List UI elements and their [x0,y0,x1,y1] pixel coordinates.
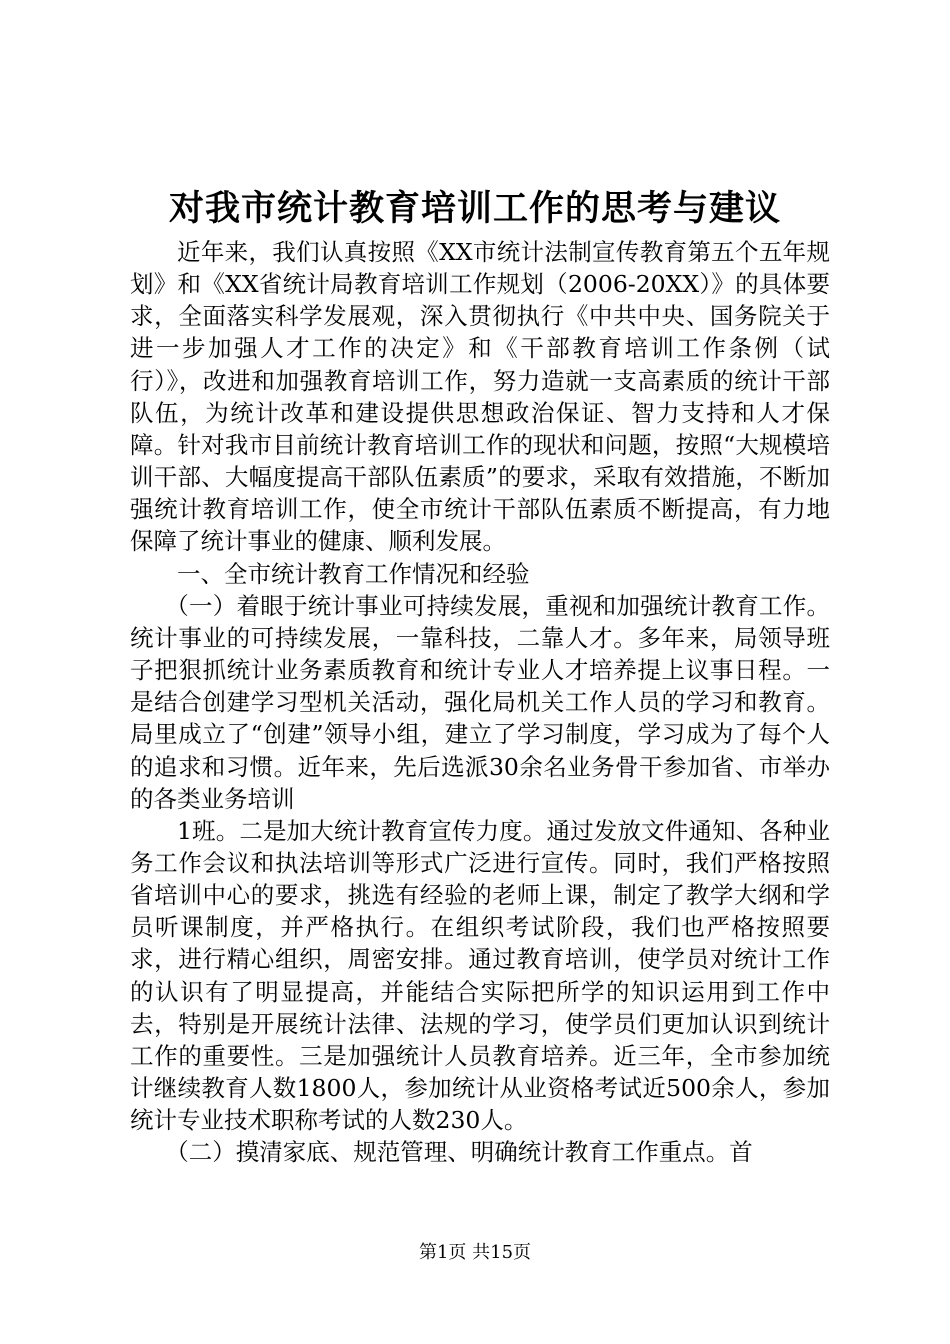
continuation-paragraph: 1班。二是加大统计教育宣传力度。通过发放文件通知、各种业务工作会议和执法培训等形式广泛进行宣传。同时，我们严格按照省培训中心的要求，挑选有经验的老师上课，制定了教学大纲和学员听课制度，并严格执行。在组织考试阶段，我们也严格按照要求，进行精心组织，周密安排。通过教育培训，使学员对统计工作的认识有了明显提高，并能结合实际把所学的知识运用到工作中去，特别是开展统计法律、法规的学习，使学员们更加认识到统计工作的重要性。三是加强统计人员教育培养。近三年，全市参加统计继续教育人数1800人，参加统计从业资格考试近500余人，参加统计专业技术职称考试的人数230人。 [130,816,830,1135]
document-body [130,236,830,1169]
subsection-paragraph-2: （二）摸清家底、规范管理、明确统计教育工作重点。首 [165,1138,753,1167]
section-heading-1: 一、全市统计教育工作情况和经验 [177,559,530,588]
document-title: 对我市统计教育培训工作的思考与建议 [168,188,781,229]
page-number-footer: 第1页 共15页 [418,1242,532,1263]
subsection-paragraph-1: （一）着眼于统计事业可持续发展，重视和加强统计教育工作。统计事业的可持续发展，一靠科技，二靠人才。多年来，局领导班子把狠抓统计业务素质教育和统计专业人才培养提上议事日程。一是结合创建学习型机关活动，强化局机关工作人员的学习和教育。局里成立了“创建”领导小组，建立了学习制度，学习成为了每个人的追求和习惯。近年来，先后选派30余名业务骨干参加省、市举办的各类业务培训 [130,591,830,813]
intro-paragraph: 近年来，我们认真按照《XX市统计法制宣传教育第五个五年规划》和《XX省统计局教育培训工作规划（2006-20XX）》的具体要求，全面落实科学发展观，深入贯彻执行《中共中央、国务院关于进一步加强人才工作的决定》和《干部教育培训工作条例（试行）》，改进和加强教育培训工作，努力造就一支高素质的统计干部队伍，为统计改革和建设提供思想政治保证、智力支持和人才保障。针对我市目前统计教育培训工作的现状和问题，按照“大规模培训干部、大幅度提高干部队伍素质”的要求，采取有效措施，不断加强统计教育培训工作，使全市统计干部队伍素质不断提高，有力地保障了统计事业的健康、顺利发展。 [130,238,830,556]
